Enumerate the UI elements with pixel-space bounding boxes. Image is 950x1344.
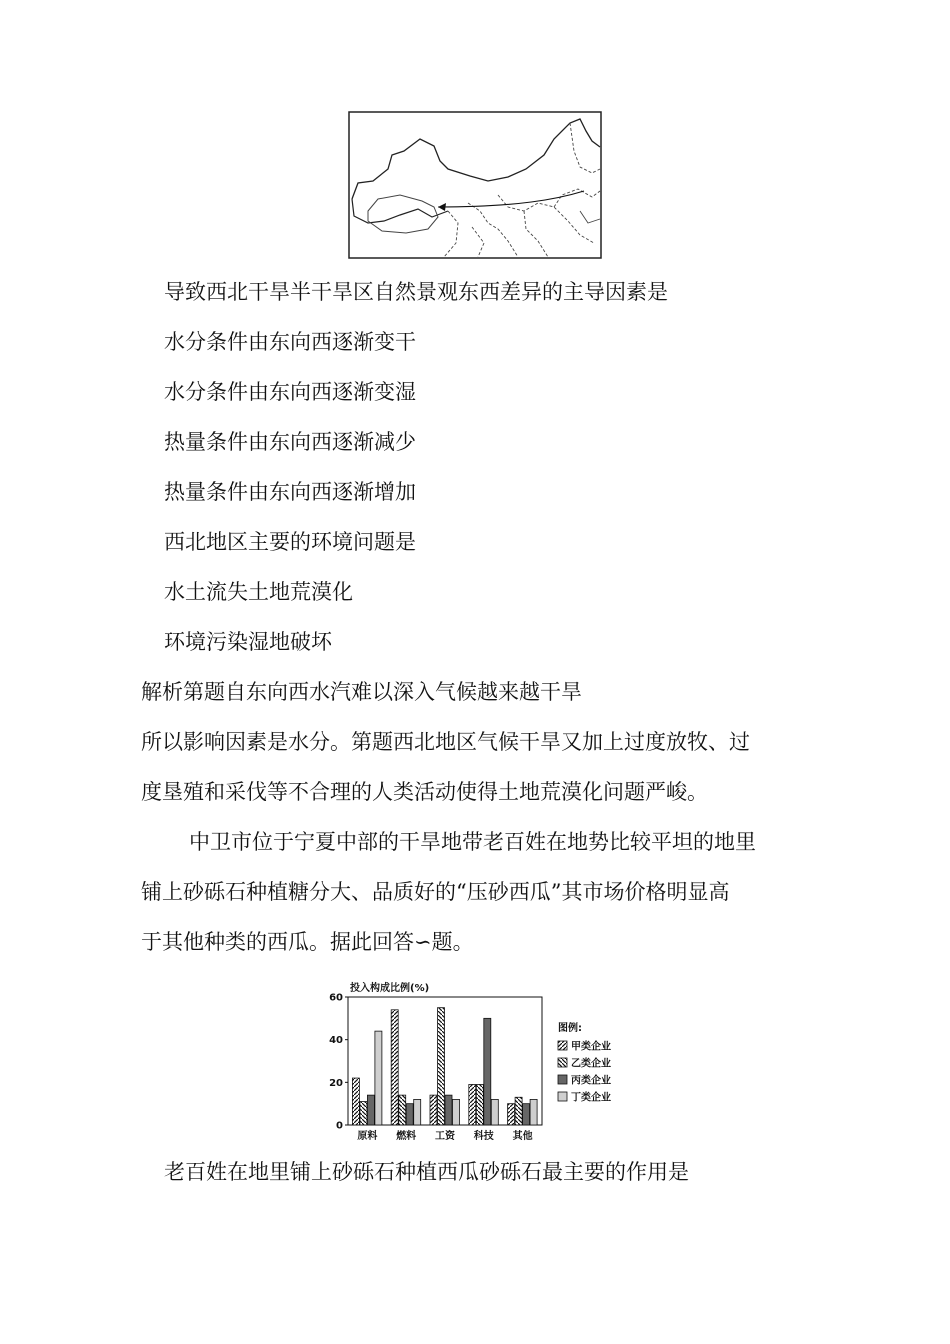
bar-3 xyxy=(367,1095,374,1125)
legend-swatch xyxy=(558,1075,567,1084)
option-a3: 热量条件由东向西逐渐减少 xyxy=(164,430,416,454)
bar-2 xyxy=(515,1097,522,1125)
passage-line-1: 中卫市位于宁夏中部的干旱地带老百姓在地势比较平坦的地里 xyxy=(189,830,756,854)
bar-4 xyxy=(453,1099,460,1125)
bar-3 xyxy=(484,1018,491,1125)
bar-2 xyxy=(476,1084,483,1125)
legend-swatch xyxy=(558,1041,567,1050)
x-tick-label: 燃料 xyxy=(396,1131,417,1142)
legend-title: 图例: xyxy=(558,1023,582,1034)
bar-1 xyxy=(352,1078,359,1125)
bar-2 xyxy=(360,1102,367,1125)
investment-composition-chart xyxy=(322,979,632,1149)
passage-line-2: 铺上砂砾石种植糖分大、品质好的“压砂西瓜”其市场价格明显高 xyxy=(141,880,730,904)
bar-2 xyxy=(399,1095,406,1125)
option-a4: 热量条件由东向西逐渐增加 xyxy=(164,480,416,504)
x-tick-label: 其他 xyxy=(512,1131,533,1142)
x-tick-label: 科技 xyxy=(473,1131,494,1142)
bar-4 xyxy=(530,1099,537,1125)
y-tick-label: 40 xyxy=(329,1035,343,1047)
chart-title: 投入构成比例(%) xyxy=(350,983,430,994)
bar-3 xyxy=(406,1104,413,1125)
y-tick-label: 60 xyxy=(329,992,343,1004)
bar-1 xyxy=(508,1104,515,1125)
legend-label: 乙类企业 xyxy=(571,1058,611,1070)
bar-3 xyxy=(445,1095,452,1125)
question-b: 西北地区主要的环境问题是 xyxy=(164,530,416,554)
x-tick-label: 工资 xyxy=(435,1131,455,1142)
option-b1: 水土流失土地荒漠化 xyxy=(164,580,353,604)
bar-1 xyxy=(430,1095,437,1125)
passage-line-3: 于其他种类的西瓜。据此回答∽题。 xyxy=(141,930,474,954)
bar-1 xyxy=(391,1010,398,1125)
analysis-line-2: 所以影响因素是水分。第题西北地区气候干旱又加上过度放牧、过 xyxy=(141,730,750,754)
legend-swatch xyxy=(558,1092,567,1101)
bar-3 xyxy=(523,1104,530,1125)
analysis-line-3: 度垦殖和采伐等不合理的人类活动使得土地荒漠化问题严峻。 xyxy=(141,780,708,804)
question-c: 老百姓在地里铺上砂砾石种植西瓜砂砾石最主要的作用是 xyxy=(164,1160,689,1184)
option-a2: 水分条件由东向西逐渐变湿 xyxy=(164,380,416,404)
option-a1: 水分条件由东向西逐渐变干 xyxy=(164,330,416,354)
legend-label: 丙类企业 xyxy=(571,1075,611,1087)
y-tick-label: 20 xyxy=(329,1077,343,1089)
y-tick-label: 0 xyxy=(336,1120,343,1132)
bar-1 xyxy=(469,1084,476,1125)
legend-label: 甲类企业 xyxy=(571,1041,611,1053)
legend-swatch xyxy=(558,1058,567,1067)
bar-4 xyxy=(414,1099,421,1125)
northwest-china-map xyxy=(348,111,602,259)
analysis-line-1: 解析第题自东向西水汽难以深入气候越来越干旱 xyxy=(141,680,582,704)
legend-label: 丁类企业 xyxy=(571,1092,611,1104)
option-b2: 环境污染湿地破坏 xyxy=(164,630,332,654)
question-a: 导致西北干旱半干旱区自然景观东西差异的主导因素是 xyxy=(164,280,668,304)
bar-4 xyxy=(491,1099,498,1125)
x-tick-label: 原料 xyxy=(357,1131,378,1142)
bar-4 xyxy=(375,1031,382,1125)
bar-2 xyxy=(438,1008,445,1125)
